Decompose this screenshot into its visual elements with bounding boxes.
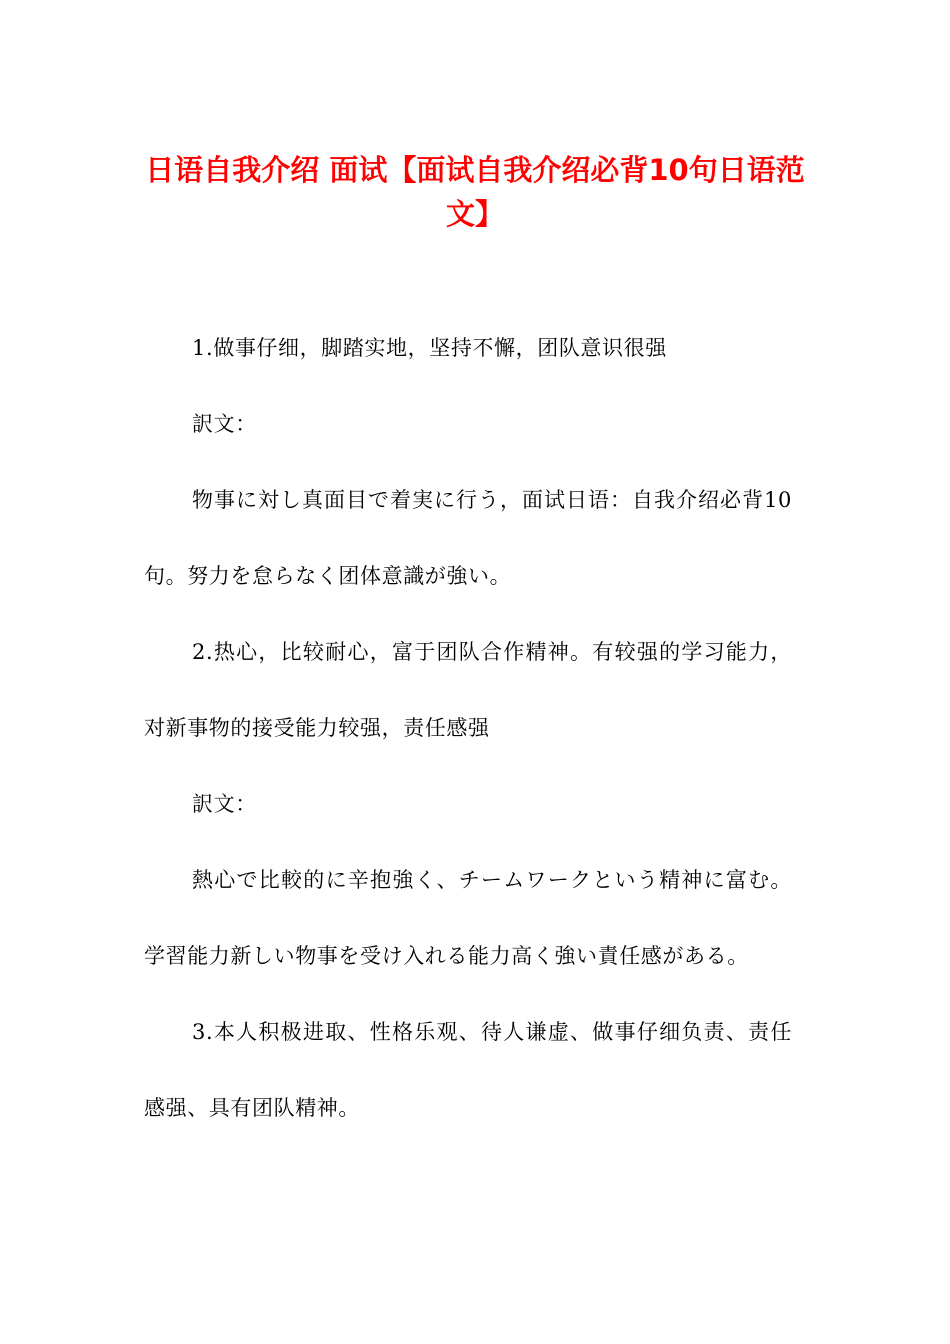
paragraph-translation-2: 熱心で比較的に辛抱強く、チームワークという精神に富む。学習能力新しい物事を受け入れる能力高く強い責任感がある。 [144,868,792,968]
document-body [144,310,792,1146]
paragraph-2: 2.热心，比较耐心，富于团队合作精神。有较强的学习能力，对新事物的接受能力较强，责任感强 [144,640,792,740]
paragraph-translation-label-1: 訳文： [192,412,257,436]
paragraph-1: 1.做事仔细，脚踏实地，坚持不懈，团队意识很强 [192,336,667,360]
paragraph-3: 3.本人积极进取、性格乐观、待人谦虚、做事仔细负责、责任感强、具有团队精神。 [144,1020,792,1120]
document-title: 日语自我介绍 面试【面试自我介绍必背10句日语范文】 [145,153,805,231]
paragraph-translation-label-2: 訳文： [192,792,257,816]
paragraph-translation-1: 物事に対し真面目で着実に行う，面试日语：自我介绍必背10句。努力を怠らなく团体意識が強い。 [144,488,792,588]
